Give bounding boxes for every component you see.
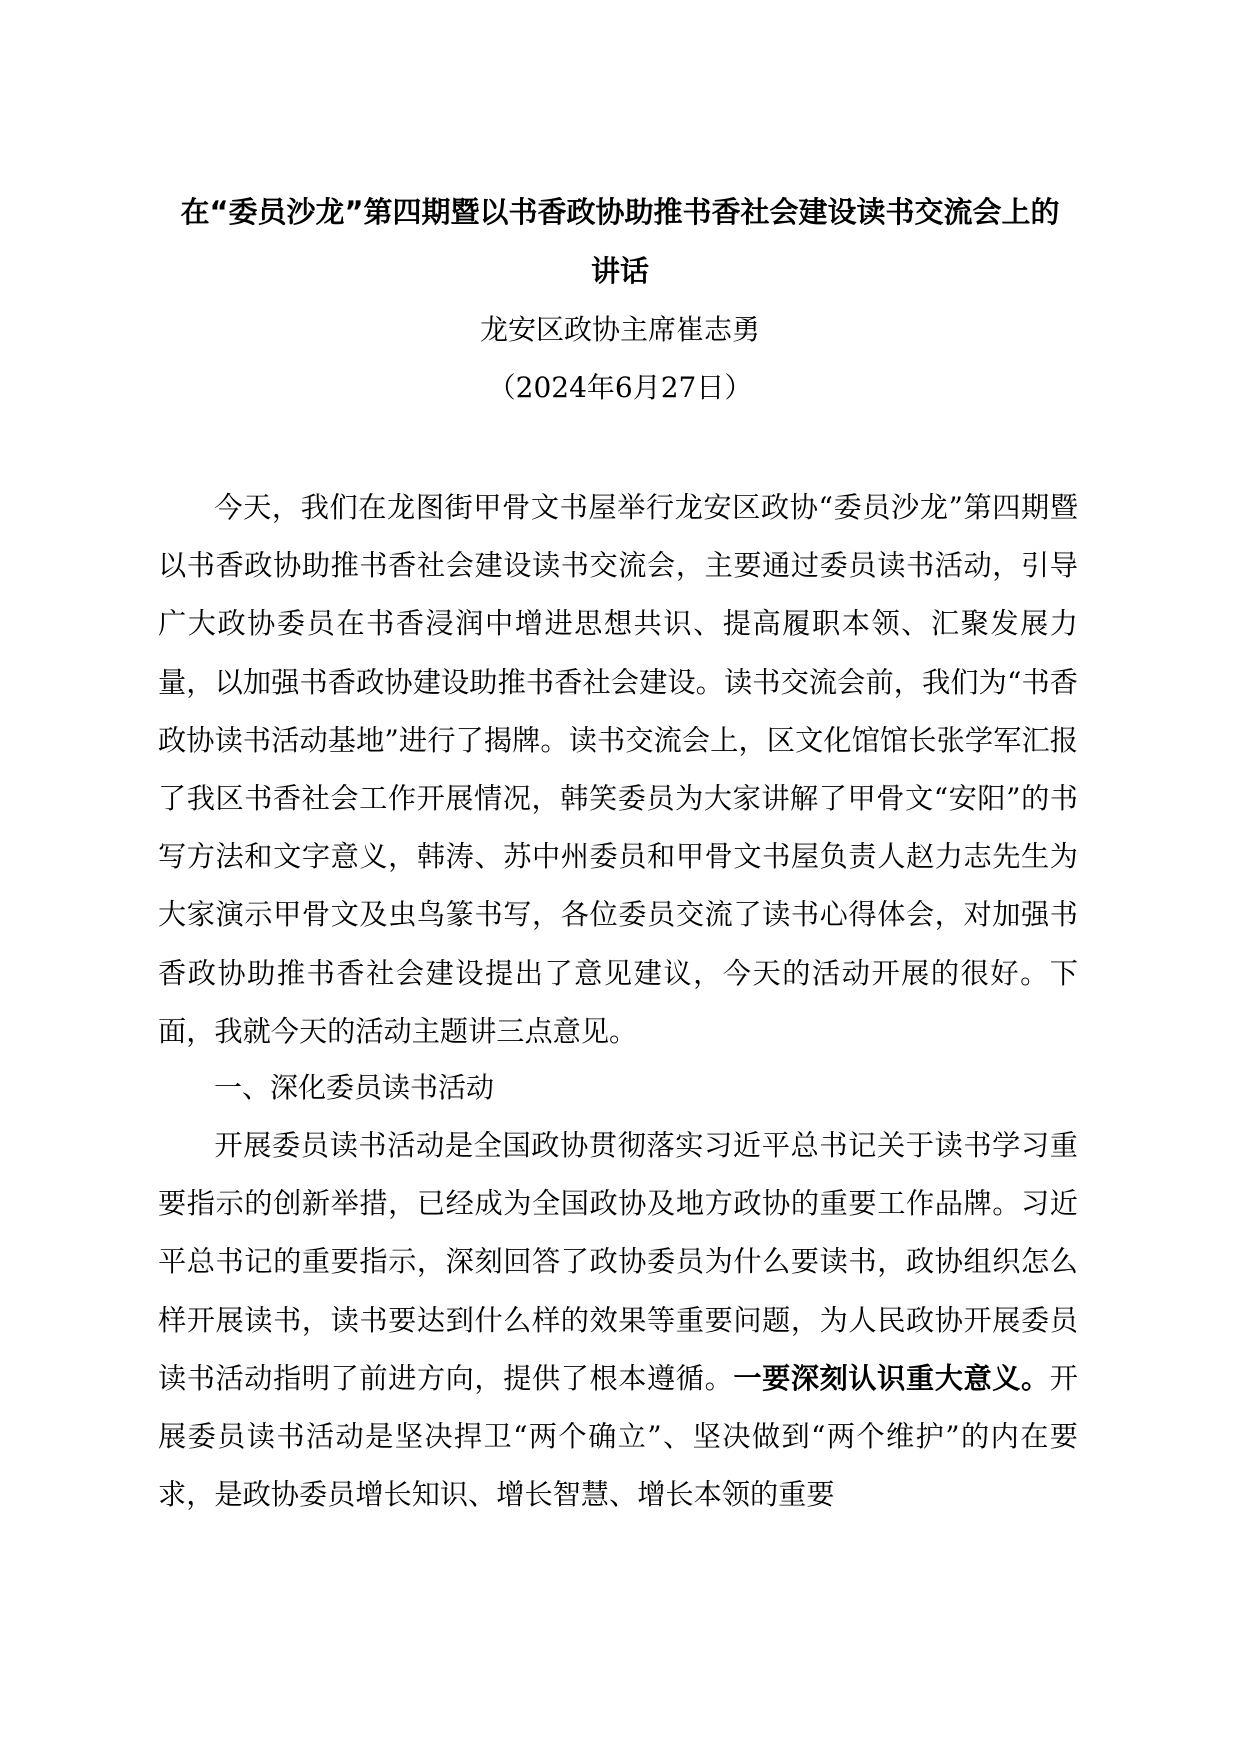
document-date: （2024年6月27日） <box>487 371 753 404</box>
document-title-line-2: 讲话 <box>590 254 649 288</box>
body-paragraph-1: 今天，我们在龙图街甲骨文书屋举行龙安区政协“委员沙龙”第四期暨以书香政协助推书香社会建设读书交流会，主要通过委员读书活动，引导广大政协委员在书香浸润中增进思想共识、提高履职本领、汇聚发展力量，以加强书香政协建设助推书香社会建设。读书交流会前，我们为“书香政协读书活动基地”进行了揭牌。读书交流会上，区文化馆馆长张学军汇报了我区书香社会工作开展情况，韩笑委员为大家讲解了甲骨文“安阳”的书写方法和文字意义，韩涛、苏中州委员和甲骨文书屋负责人赵力志先生为大家演示甲骨文及虫鸟篆书写，各位委员交流了读书心得体会，对加强书香政协助推书香社会建设提出了意见建议，今天的活动开展的很好。下面，我就今天的活动主题讲三点意见。 <box>158 491 1078 1048</box>
section-heading-1: 一、深化委员读书活动 <box>214 1071 495 1104</box>
paragraph-2-text-b: 开展委员读书活动是坚决捍卫“两个确立”、坚决做到“两个维护”的内在要求，是政协委员增长知识、增长智慧、增长本领的重要 <box>158 1361 1078 1512</box>
body-paragraph-2 <box>158 1117 1078 1524</box>
document-author: 龙安区政协主席崔志勇 <box>479 313 760 346</box>
paragraph-2-text-a: 开展委员读书活动是全国政协贯彻落实习近平总书记关于读书学习重要指示的创新举措，已经成为全国政协及地方政协的重要工作品牌。习近平总书记的重要指示，深刻回答了政协委员为什么要读书，政协组织怎么样开展读书，读书要达到什么样的效果等重要问题，为人民政协开展委员读书活动指明了前进方向，提供了根本遵循。 <box>158 1129 1078 1395</box>
document-title-line-1: 在“委员沙龙”第四期暨以书香政协助推书香社会建设读书交流会上的 <box>180 195 1060 229</box>
paragraph-2-bold-lead: 一要深刻认识重大意义。 <box>733 1361 1050 1395</box>
